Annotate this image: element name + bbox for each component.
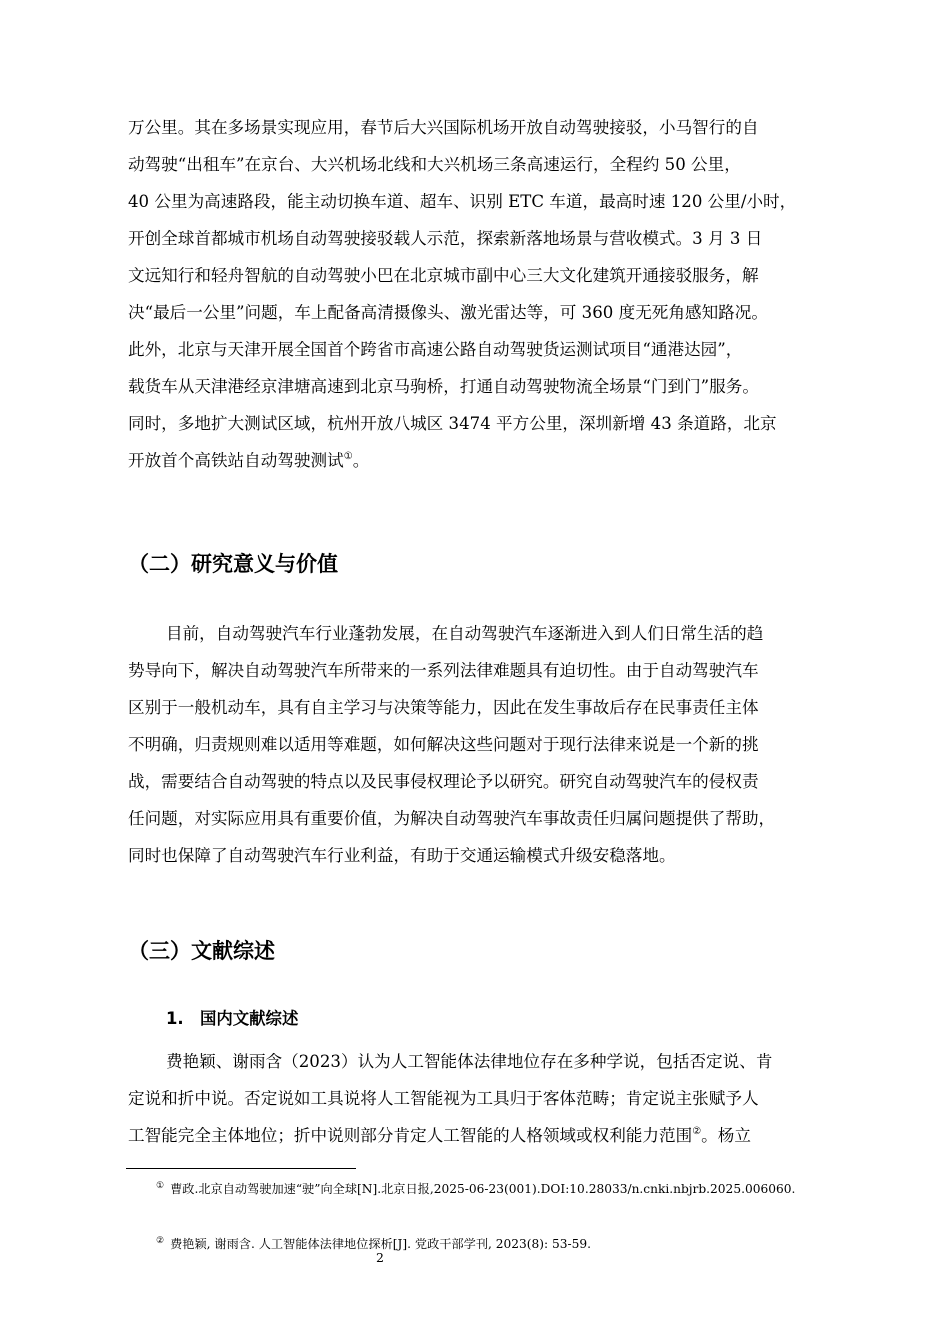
paragraph-line: 此外，北京与天津开展全国首个跨省市高速公路自动驾驶货运测试项目“通港达园”， bbox=[128, 340, 743, 359]
paragraph-line: 战，需要结合自动驾驶的特点以及民事侵权理论予以研究。研究自动驾驶汽车的侵权责 bbox=[128, 772, 759, 791]
paragraph-line: 载货车从天津港经京津塘高速到北京马驹桥，打通自动驾驶物流全场景“门到门”服务。 bbox=[128, 377, 759, 396]
paragraph-line: 开创全球首都城市机场自动驾驶接驳载人示范，探索新落地场景与营收模式。3 月 3 日 bbox=[128, 229, 763, 248]
footnote-separator bbox=[126, 1168, 356, 1169]
paragraph-line: 势导向下，解决自动驾驶汽车所带来的一系列法律难题具有迫切性。由于自动驾驶汽车 bbox=[128, 661, 759, 680]
paragraph-text: 工智能完全主体地位；折中说则部分肯定人工智能的人格领域或权利能力范围 bbox=[128, 1126, 693, 1145]
paragraph-line: 同时也保障了自动驾驶汽车行业利益，有助于交通运输模式升级安稳落地。 bbox=[128, 846, 676, 865]
footnote-mark: ② bbox=[156, 1236, 165, 1246]
paragraph-line: 区别于一般机动车，具有自主学习与决策等能力，因此在发生事故后存在民事责任主体 bbox=[128, 698, 759, 717]
footnote-text: 曹政.北京自动驾驶加速“驶”向全球[N].北京日报,2025-06-23(001).DOI:10.28033/n.cnki.nbjrb.2025.006060. bbox=[170, 1182, 796, 1196]
paragraph-line: 目前，自动驾驶汽车行业蓬勃发展，在自动驾驶汽车逐渐进入到人们日常生活的趋 bbox=[166, 624, 764, 643]
section-heading: （三）文献综述 bbox=[128, 939, 275, 963]
subsection-title: 国内文献综述 bbox=[200, 1009, 299, 1028]
subsection-number: 1. bbox=[166, 1009, 184, 1028]
paragraph-text: 。 bbox=[352, 451, 370, 470]
paragraph-text: 。杨立 bbox=[701, 1126, 751, 1145]
paragraph-line: 动驾驶“出租车”在京台、大兴机场北线和大兴机场三条高速运行，全程约 50 公里， bbox=[128, 155, 741, 174]
page-number: 2 bbox=[376, 1250, 384, 1265]
footnote-text: 费艳颖, 谢雨含. 人工智能体法律地位探析[J]. 党政干部学刊, 2023(8): 53-59. bbox=[170, 1237, 592, 1251]
paragraph-line bbox=[128, 449, 369, 473]
paragraph-line: 定说和折中说。否定说如工具说将人工智能视为工具归于客体范畴；肯定说主张赋予人 bbox=[128, 1089, 759, 1108]
paragraph-line bbox=[128, 1124, 751, 1148]
footnote bbox=[156, 1180, 795, 1198]
paragraph-line: 40 公里为高速路段，能主动切换车道、超车、识别 ETC 车道，最高时速 120 公里/小时， bbox=[128, 192, 797, 211]
paragraph-line: 文远知行和轻舟智航的自动驾驶小巴在北京城市副中心三大文化建筑开通接驳服务，解 bbox=[128, 266, 759, 285]
paragraph-line: 万公里。其在多场景实现应用，春节后大兴国际机场开放自动驾驶接驳，小马智行的自 bbox=[128, 118, 759, 137]
subsection-heading bbox=[166, 1007, 298, 1031]
footnote-mark: ① bbox=[156, 1181, 165, 1191]
paragraph-line: 同时，多地扩大测试区域，杭州开放八城区 3474 平方公里，深圳新增 43 条道路，北京 bbox=[128, 414, 777, 433]
footnote-reference[interactable]: ② bbox=[692, 1126, 702, 1137]
paragraph-line: 决“最后一公里”问题，车上配备高清摄像头、激光雷达等，可 360 度无死角感知路况。 bbox=[128, 303, 768, 322]
section-heading: （二）研究意义与价值 bbox=[128, 552, 338, 576]
paragraph-line: 费艳颖、谢雨含（2023）认为人工智能体法律地位存在多种学说，包括否定说、肯 bbox=[166, 1052, 773, 1071]
footnote-reference[interactable]: ① bbox=[343, 451, 353, 462]
paragraph-line: 任问题，对实际应用具有重要价值，为解决自动驾驶汽车事故责任归属问题提供了帮助， bbox=[128, 809, 776, 828]
paragraph-text: 开放首个高铁站自动驾驶测试 bbox=[128, 451, 344, 470]
paragraph-line: 不明确，归责规则难以适用等难题，如何解决这些问题对于现行法律来说是一个新的挑 bbox=[128, 735, 759, 754]
